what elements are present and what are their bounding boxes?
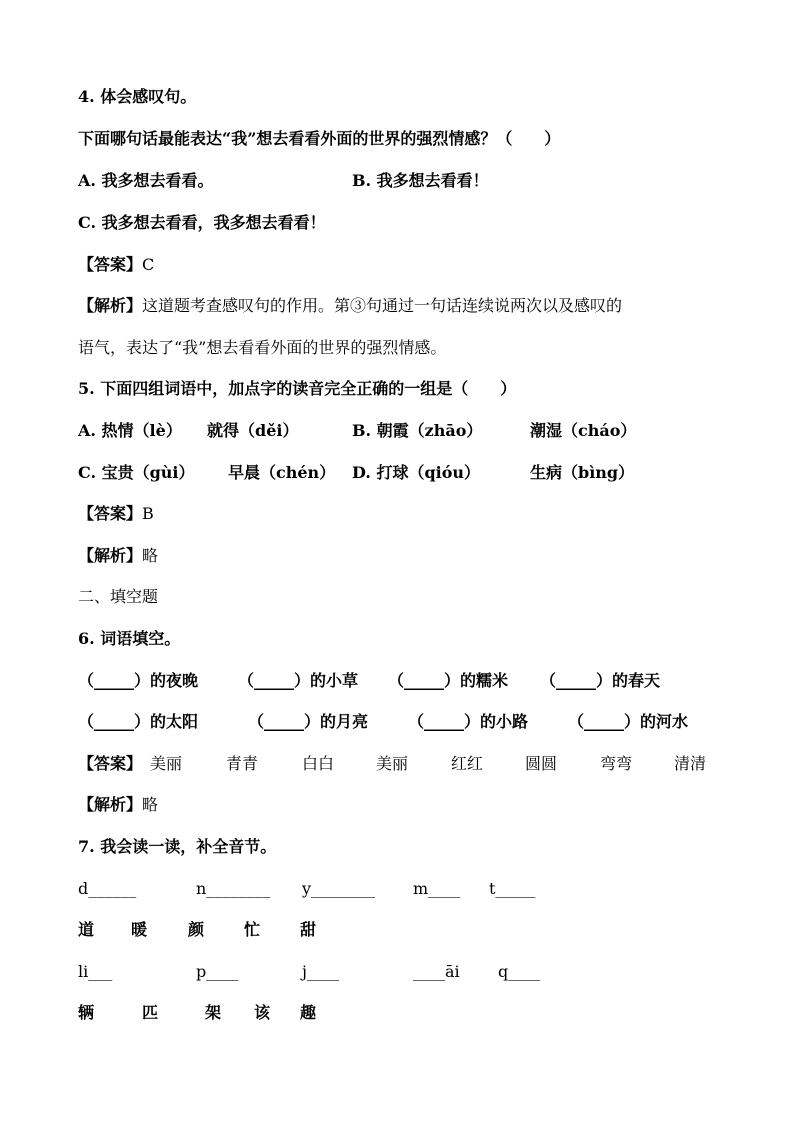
section-title: 二、填空题 — [78, 587, 159, 606]
char-2: 暖 — [131, 920, 148, 939]
char-7: 匹 — [142, 1003, 159, 1022]
char-4: 忙 — [244, 920, 261, 939]
q4-analysis — [78, 295, 622, 317]
q5-row2-d: D. 打球（qióu） — [352, 463, 481, 482]
pinyin-blank-2: n________ — [196, 879, 271, 898]
q6-heading: 6. 词语填空。 — [78, 629, 181, 648]
q6-answer-1: 美丽 — [150, 754, 183, 773]
pinyin-blank-7: p____ — [196, 962, 239, 981]
q4-answer — [78, 254, 154, 276]
q5-row2-c: C. 宝贵（gùi） — [78, 463, 195, 482]
q5-row1-b2: 潮湿（cháo） — [530, 421, 637, 440]
pinyin-blank-8: j____ — [302, 962, 339, 981]
q4-option-c: C. 我多想去看看，我多想去看看！ — [78, 213, 326, 232]
pinyin-blank-4: m____ — [413, 879, 461, 898]
q6-blank-8: （_____）的河水 — [568, 712, 689, 731]
q6-answer-8: 清清 — [674, 754, 707, 773]
q5-row1-a2: 就得（děi） — [207, 421, 299, 440]
char-9: 该 — [254, 1003, 271, 1022]
q6-blank-3: （_____）的糯米 — [388, 671, 509, 690]
q6-blank-6: （_____）的月亮 — [248, 712, 369, 731]
answer-tag: 【答案】 — [78, 504, 143, 523]
analysis-text: 略 — [142, 795, 159, 814]
answer-value: C — [142, 255, 155, 274]
pinyin-blank-6: li___ — [78, 962, 113, 981]
char-1: 道 — [78, 920, 95, 939]
q6-blank-1: （_____）的夜晚 — [78, 671, 199, 690]
q6-answer — [78, 753, 142, 775]
q5-row1-b: B. 朝霞（zhāo） — [352, 421, 483, 440]
analysis-tag: 【解析】 — [78, 546, 143, 565]
q6-answer-7: 弯弯 — [600, 754, 633, 773]
q6-blank-7: （_____）的小路 — [408, 712, 529, 731]
q5-answer — [78, 503, 154, 525]
char-5: 甜 — [300, 920, 317, 939]
q4-question: 下面哪句话最能表达“我”想去看看外面的世界的强烈情感？（ ） — [78, 129, 561, 148]
analysis-tag: 【解析】 — [78, 296, 143, 315]
q6-answer-2: 青青 — [226, 754, 259, 773]
answer-tag: 【答案】 — [78, 754, 143, 773]
q5-analysis — [78, 545, 158, 567]
char-6: 辆 — [78, 1003, 95, 1022]
pinyin-blank-5: t_____ — [489, 879, 536, 898]
pinyin-blank-3: y________ — [302, 879, 376, 898]
q6-blank-5: （_____）的太阳 — [78, 712, 199, 731]
q4-option-a: A. 我多想去看看。 — [78, 171, 214, 190]
answer-value: B — [142, 504, 154, 523]
q6-blank-4: （_____）的春天 — [540, 671, 661, 690]
q5-row2-c2: 早晨（chén） — [228, 463, 336, 482]
q5-row1-a: A. 热情（lè） — [78, 421, 182, 440]
answer-tag: 【答案】 — [78, 255, 143, 274]
pinyin-blank-1: d______ — [78, 879, 137, 898]
char-10: 趣 — [300, 1003, 317, 1022]
q6-blank-2: （_____）的小草 — [238, 671, 359, 690]
analysis-text: 略 — [142, 546, 159, 565]
q4-option-b: B. 我多想去看看！ — [352, 171, 489, 190]
q6-answer-4: 美丽 — [376, 754, 409, 773]
q5-row2-d2: 生病（bìng） — [530, 463, 635, 482]
q6-answer-3: 白白 — [302, 754, 335, 773]
q6-answer-5: 红红 — [451, 754, 484, 773]
pinyin-blank-9: ____āi — [413, 962, 460, 981]
char-3: 颜 — [188, 920, 205, 939]
q7-heading: 7. 我会读一读，补全音节。 — [78, 837, 277, 856]
char-8: 架 — [205, 1003, 222, 1022]
analysis-tag: 【解析】 — [78, 795, 143, 814]
pinyin-blank-10: q____ — [498, 962, 541, 981]
q6-analysis — [78, 794, 158, 816]
q5-heading: 5. 下面四组词语中，加点字的读音完全正确的一组是（ ） — [78, 379, 517, 398]
q6-answer-6: 圆圆 — [525, 754, 558, 773]
analysis-text: 这道题考查感叹句的作用。第③句通过一句话连续说两次以及感叹的 — [142, 296, 623, 315]
q4-analysis-line2: 语气，表达了“我”想去看看外面的世界的强烈情感。 — [78, 338, 447, 357]
q4-heading: 4. 体会感叹句。 — [78, 87, 197, 106]
